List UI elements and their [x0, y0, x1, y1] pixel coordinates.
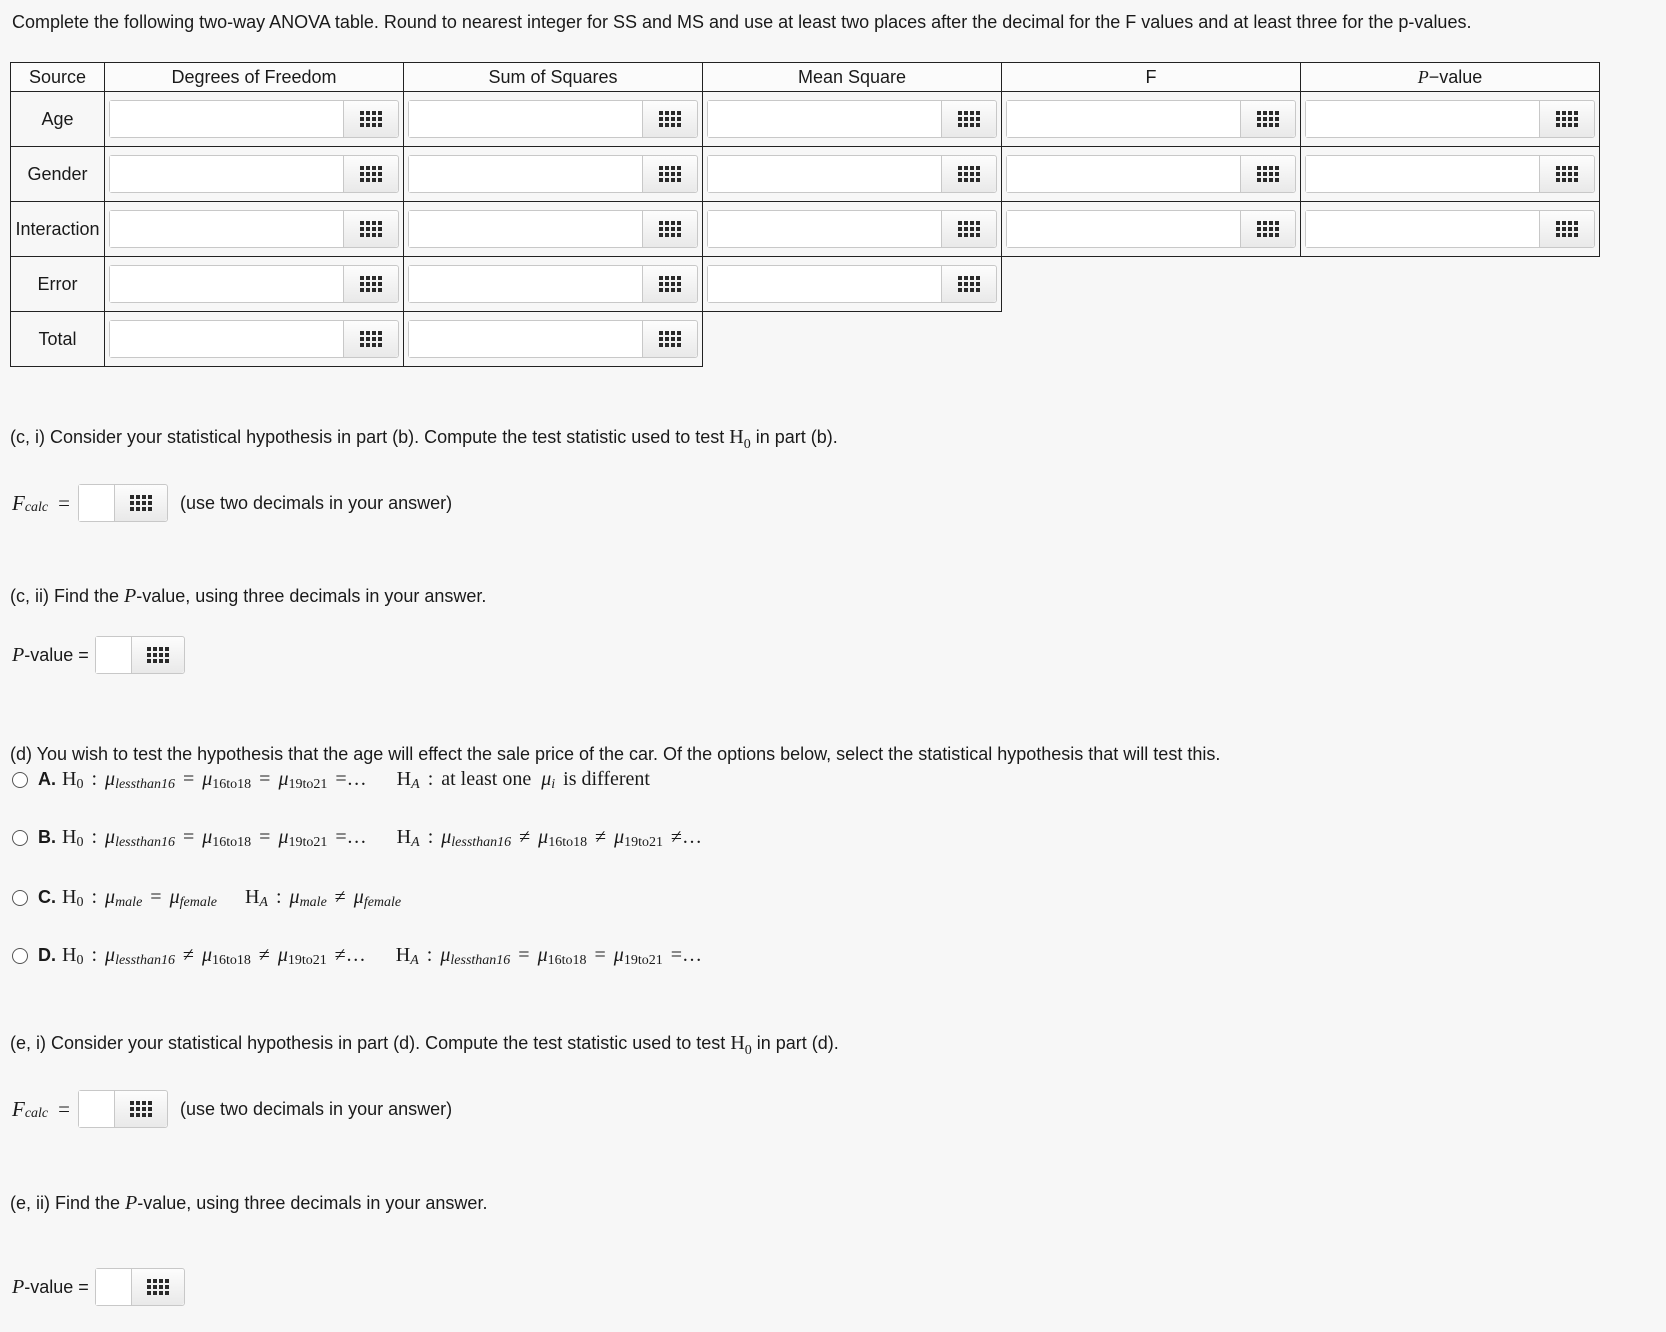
gender-df-grid-button[interactable]: [343, 156, 398, 192]
option-a-radio[interactable]: [12, 772, 28, 788]
age-ms-grid-button[interactable]: [941, 101, 996, 137]
error-ms-cell: [703, 257, 1002, 312]
total-df-field: [109, 320, 399, 358]
anova-row: [11, 312, 1600, 367]
age-df-input[interactable]: [110, 101, 343, 137]
total-ss-grid-button[interactable]: [642, 321, 697, 357]
grid-icon: [659, 221, 681, 237]
empty-cell: [1002, 257, 1301, 312]
grid-icon: [659, 166, 681, 182]
fcalc-c-hint: (use two decimals in your answer): [180, 492, 453, 513]
empty-cell: [1301, 312, 1600, 367]
gender-ss-input[interactable]: [409, 156, 642, 192]
age-p-cell: [1301, 92, 1600, 147]
age-ms-input[interactable]: [708, 101, 941, 137]
error-df-field: [109, 265, 399, 303]
grid-icon: [130, 1101, 152, 1117]
pvalue-c-field: [95, 636, 185, 674]
error-ss-input[interactable]: [409, 266, 642, 302]
gender-p-grid-button[interactable]: [1539, 156, 1594, 192]
interaction-df-input[interactable]: [110, 211, 343, 247]
grid-icon: [130, 495, 152, 511]
fcalc-e-field: [78, 1090, 168, 1128]
interaction-f-cell: [1002, 202, 1301, 257]
pvalue-suffix: −value: [1428, 66, 1483, 87]
interaction-ss-field: [408, 210, 698, 248]
error-ms-field: [707, 265, 997, 303]
error-ss-grid-button[interactable]: [642, 266, 697, 302]
total-df-cell: [105, 312, 404, 367]
anova-table: [10, 62, 1600, 367]
fcalc-e-row: F calc = (use two decimals in your answer): [12, 1090, 452, 1128]
anova-row: [11, 147, 1600, 202]
error-df-grid-button[interactable]: [343, 266, 398, 302]
total-df-grid-button[interactable]: [343, 321, 398, 357]
age-ss-cell: [404, 92, 703, 147]
pvalue-e-grid-button[interactable]: [131, 1269, 184, 1305]
age-f-input[interactable]: [1007, 101, 1240, 137]
fcalc-e-grid-button[interactable]: [114, 1091, 167, 1127]
interaction-p-grid-button[interactable]: [1539, 211, 1594, 247]
interaction-p-field: [1305, 210, 1595, 248]
interaction-df-grid-button[interactable]: [343, 211, 398, 247]
total-df-input[interactable]: [110, 321, 343, 357]
fcalc-c-input[interactable]: [79, 485, 114, 521]
total-ss-input[interactable]: [409, 321, 642, 357]
pvalue-e-row: P -value =: [12, 1268, 185, 1306]
part-d-prompt: (d) You wish to test the hypothesis that the age will effect the sale price of the car. Of the options below, select the statistical hypothesis that will test this.: [10, 744, 1221, 764]
empty-cell: [703, 312, 1002, 367]
pvalue-c-input[interactable]: [96, 637, 131, 673]
gender-p-cell: [1301, 147, 1600, 202]
row-source-label: Total: [11, 312, 105, 367]
gender-df-input[interactable]: [110, 156, 343, 192]
gender-f-field: [1006, 155, 1296, 193]
row-source-label: Error: [11, 257, 105, 312]
row-source-label: Gender: [11, 147, 105, 202]
gender-p-input[interactable]: [1306, 156, 1539, 192]
age-p-field: [1305, 100, 1595, 138]
gender-f-grid-button[interactable]: [1240, 156, 1295, 192]
pvalue-e-field: [95, 1268, 185, 1306]
grid-icon: [659, 276, 681, 292]
anova-row: [11, 257, 1600, 312]
gender-ss-cell: [404, 147, 703, 202]
interaction-ms-cell: [703, 202, 1002, 257]
interaction-ms-input[interactable]: [708, 211, 941, 247]
grid-icon: [958, 111, 980, 127]
gender-df-field: [109, 155, 399, 193]
option-d[interactable]: D. H 0 : μ lessthan16 ≠ μ 16to18 ≠ μ 19to21 ≠… H A : μ lessthan16 = μ 16to18 = μ 19to21 =…: [12, 944, 702, 967]
empty-cell: [1002, 312, 1301, 367]
col-ms: Mean Square: [703, 63, 1002, 92]
instructions-text: Complete the following two-way ANOVA table. Round to nearest integer for SS and MS and use at least two places after the decimal for the F values and at least three for the p-values.: [12, 12, 1472, 32]
gender-ss-field: [408, 155, 698, 193]
grid-icon: [1556, 221, 1578, 237]
part-c2-prompt: (c, ii) Find the P-value, using three decimals in your answer.: [10, 585, 487, 607]
age-ss-grid-button[interactable]: [642, 101, 697, 137]
row-source-label: Interaction: [11, 202, 105, 257]
interaction-p-cell: [1301, 202, 1600, 257]
grid-icon: [360, 276, 382, 292]
error-df-input[interactable]: [110, 266, 343, 302]
error-ss-field: [408, 265, 698, 303]
gender-ms-field: [707, 155, 997, 193]
pvalue-e-input[interactable]: [96, 1269, 131, 1305]
empty-cell: [1301, 257, 1600, 312]
col-source: Source: [11, 63, 105, 92]
part-e2-prompt: (e, ii) Find the P-value, using three decimals in your answer.: [10, 1192, 488, 1214]
fcalc-c-field: [78, 484, 168, 522]
error-ss-cell: [404, 257, 703, 312]
option-c[interactable]: C. H 0 : μ male = μ female H A : μ male ≠ μ female: [12, 886, 401, 909]
gender-p-field: [1305, 155, 1595, 193]
grid-icon: [1556, 166, 1578, 182]
age-p-input[interactable]: [1306, 101, 1539, 137]
error-df-cell: [105, 257, 404, 312]
interaction-f-input[interactable]: [1007, 211, 1240, 247]
error-ms-grid-button[interactable]: [941, 266, 996, 302]
age-f-field: [1006, 100, 1296, 138]
interaction-df-cell: [105, 202, 404, 257]
option-b-radio[interactable]: [12, 830, 28, 846]
grid-icon: [659, 331, 681, 347]
grid-icon: [1556, 111, 1578, 127]
interaction-p-input[interactable]: [1306, 211, 1539, 247]
col-f: F: [1002, 63, 1301, 92]
pvalue-c-row: P -value =: [12, 636, 185, 674]
grid-icon: [360, 221, 382, 237]
pvalue-c-grid-button[interactable]: [131, 637, 184, 673]
grid-icon: [360, 331, 382, 347]
grid-icon: [659, 111, 681, 127]
gender-df-cell: [105, 147, 404, 202]
age-p-grid-button[interactable]: [1539, 101, 1594, 137]
grid-icon: [958, 166, 980, 182]
fcalc-e-hint: (use two decimals in your answer): [180, 1098, 453, 1119]
fcalc-c-row: F calc = (use two decimals in your answer): [12, 484, 452, 522]
grid-icon: [147, 1279, 169, 1295]
age-df-field: [109, 100, 399, 138]
grid-icon: [360, 166, 382, 182]
age-ss-input[interactable]: [409, 101, 642, 137]
col-ss: Sum of Squares: [404, 63, 703, 92]
col-pvalue: [1301, 63, 1600, 92]
col-df: Degrees of Freedom: [105, 63, 404, 92]
grid-icon: [1257, 221, 1279, 237]
interaction-f-grid-button[interactable]: [1240, 211, 1295, 247]
part-e1-prompt: (e, i) Consider your statistical hypothesis in part (d). Compute the test statistic used to test $H_0$ in part (d).: [10, 1032, 839, 1058]
interaction-ss-cell: [404, 202, 703, 257]
grid-icon: [1257, 111, 1279, 127]
interaction-df-field: [109, 210, 399, 248]
anova-row: [11, 202, 1600, 257]
gender-f-input[interactable]: [1007, 156, 1240, 192]
interaction-ss-grid-button[interactable]: [642, 211, 697, 247]
option-a[interactable]: A. H 0 : μ lessthan16 = μ 16to18 = μ 19to21 =… H A : at least one μ i is different: [12, 768, 650, 791]
gender-ms-input[interactable]: [708, 156, 941, 192]
gender-f-cell: [1002, 147, 1301, 202]
age-ms-cell: [703, 92, 1002, 147]
option-c-radio[interactable]: [12, 890, 28, 906]
grid-icon: [958, 221, 980, 237]
age-f-cell: [1002, 92, 1301, 147]
interaction-f-field: [1006, 210, 1296, 248]
fcalc-c-grid-button[interactable]: [114, 485, 167, 521]
total-ss-cell: [404, 312, 703, 367]
row-source-label: Age: [11, 92, 105, 147]
gender-ms-cell: [703, 147, 1002, 202]
grid-icon: [147, 647, 169, 663]
option-b[interactable]: B. H 0 : μ lessthan16 = μ 16to18 = μ 19to21 =… H A : μ lessthan16 ≠ μ 16to18 ≠ μ 19to21 ≠…: [12, 826, 702, 849]
option-d-radio[interactable]: [12, 948, 28, 964]
age-f-grid-button[interactable]: [1240, 101, 1295, 137]
age-ms-field: [707, 100, 997, 138]
gender-ms-grid-button[interactable]: [941, 156, 996, 192]
p-symbol: P: [1417, 66, 1429, 87]
gender-ss-grid-button[interactable]: [642, 156, 697, 192]
interaction-ss-input[interactable]: [409, 211, 642, 247]
age-ss-field: [408, 100, 698, 138]
grid-icon: [1257, 166, 1279, 182]
anova-row: [11, 92, 1600, 147]
age-df-grid-button[interactable]: [343, 101, 398, 137]
interaction-ms-field: [707, 210, 997, 248]
error-ms-input[interactable]: [708, 266, 941, 302]
part-c1-prompt: (c, i) Consider your statistical hypothesis in part (b). Compute the test statistic used to test $H_0$ in part (b).: [10, 426, 838, 452]
fcalc-e-input[interactable]: [79, 1091, 114, 1127]
age-df-cell: [105, 92, 404, 147]
interaction-ms-grid-button[interactable]: [941, 211, 996, 247]
grid-icon: [958, 276, 980, 292]
grid-icon: [360, 111, 382, 127]
total-ss-field: [408, 320, 698, 358]
